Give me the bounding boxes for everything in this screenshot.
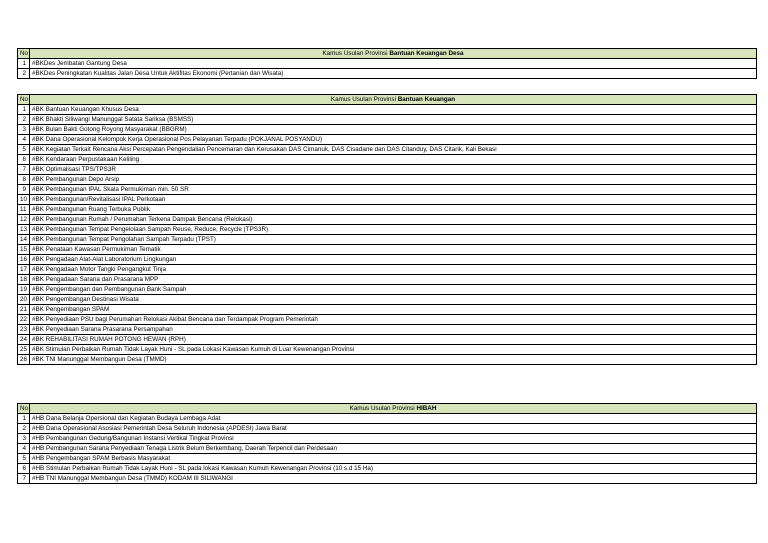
row-item-text: #BK Bhakti Siliwangi Manunggal Satata Sariksa (BSMSS) <box>30 115 757 125</box>
table-row <box>18 255 757 265</box>
row-item-text: #BKDes Peningkatan Kualitas Jalan Desa Untuk Aktifitas Ekonomi (Pertanian dan Wisata) <box>30 69 757 79</box>
table-row <box>18 215 757 225</box>
table-row <box>18 175 757 185</box>
table-hibah <box>17 403 757 484</box>
row-item-text: #HB Pembangunan Gedung/Bangunan Instansi Vertikal Tingkat Provinsi <box>30 434 757 444</box>
table-row <box>18 115 757 125</box>
row-item-text: #BK Penyediaan Sarana Prasarana Persampahan <box>30 325 757 335</box>
table-row <box>18 335 757 345</box>
table-row <box>18 444 757 454</box>
table-row <box>18 59 757 69</box>
no-column-header: No <box>18 95 30 105</box>
table-title-bold: HIBAH <box>416 405 437 412</box>
no-column-header: No <box>18 49 30 59</box>
row-item-text: #BK Pembangunan Tempat Pengelolaan Sampah Reuse, Reduce, Recycle (TPS3R) <box>30 225 757 235</box>
table-title <box>30 404 757 414</box>
row-number: 17 <box>18 265 30 275</box>
row-number: 25 <box>18 345 30 355</box>
row-number: 7 <box>18 474 30 484</box>
table-row <box>18 69 757 79</box>
row-item-text: #BK Optimalisasi TPS/TPS3R <box>30 165 757 175</box>
table-row <box>18 325 757 335</box>
row-item-text: #HB Dana Operasional Asosiasi Pemerintah Desa Seluruh Indonesia (APDESI) Jawa Barat <box>30 424 757 434</box>
table-row <box>18 285 757 295</box>
row-number: 5 <box>18 454 30 464</box>
table-row <box>18 295 757 305</box>
table-row <box>18 315 757 325</box>
row-number: 24 <box>18 335 30 345</box>
row-number: 1 <box>18 414 30 424</box>
row-number: 19 <box>18 285 30 295</box>
table-row <box>18 414 757 424</box>
table-row <box>18 474 757 484</box>
row-number: 3 <box>18 434 30 444</box>
row-item-text: #BK Kegiatan Terkait Rencana Aksi Percepatan Pengendalian Pencemaran dan Kerusakan DAS Cimanuk, DAS Cisadane dan DAS Citanduy, DAS Citarik, Kali Bekasi <box>30 145 757 155</box>
row-item-text: #BK Pembangunan Depo Arsip <box>30 175 757 185</box>
row-item-text: #BK Stimulan Perbaikan Rumah Tidak Layak Huni - SL pada Lokasi Kawasan Kumuh di Luar Kewenangan Provinsi <box>30 345 757 355</box>
row-item-text: #HB TNI Manunggal Membangun Desa (TMMD) KODAM III SILIWANGI <box>30 474 757 484</box>
row-number: 7 <box>18 165 30 175</box>
table-row <box>18 275 757 285</box>
row-number: 8 <box>18 175 30 185</box>
row-number: 1 <box>18 59 30 69</box>
row-number: 11 <box>18 205 30 215</box>
table-title-bold: Bantuan Keuangan <box>397 96 456 103</box>
row-number: 6 <box>18 464 30 474</box>
table-row <box>18 245 757 255</box>
row-number: 4 <box>18 444 30 454</box>
row-item-text: #HB Pembangunan Sarana Penyediaan Tenaga Listrik Belum Berkembang, Daerah Terpencil dan Perdesaan <box>30 444 757 454</box>
row-number: 12 <box>18 215 30 225</box>
table-row <box>18 265 757 275</box>
row-item-text: #BK Pengadaan Alat-Alat Laboratorium Lingkungan <box>30 255 757 265</box>
row-item-text: #BK Pembangunan Tempat Pengolahan Sampah Terpadu (TPST) <box>30 235 757 245</box>
row-item-text: #BK Pembangunan Rumah / Perumahan Terkena Dampak Bencana (Relokasi) <box>30 215 757 225</box>
table-row <box>18 305 757 315</box>
table-title <box>30 95 757 105</box>
table-row <box>18 464 757 474</box>
row-number: 2 <box>18 115 30 125</box>
row-item-text: #BK Dana Operasional Kelompok Kerja Operasional Pos Pelayanan Terpadu (POKJANAL POSYANDU) <box>30 135 757 145</box>
row-number: 22 <box>18 315 30 325</box>
table-row <box>18 125 757 135</box>
table-row <box>18 434 757 444</box>
row-number: 5 <box>18 145 30 155</box>
row-number: 2 <box>18 69 30 79</box>
row-item-text: #BK Pengembangan SPAM <box>30 305 757 315</box>
row-item-text: #BK REHABILITASI RUMAH POTONG HEWAN (RPH) <box>30 335 757 345</box>
row-number: 10 <box>18 195 30 205</box>
table-row <box>18 345 757 355</box>
row-number: 9 <box>18 185 30 195</box>
row-number: 18 <box>18 275 30 285</box>
row-number: 6 <box>18 155 30 165</box>
table-title-prefix: Kamus Usulan Provinsi <box>322 50 388 57</box>
row-number: 26 <box>18 355 30 365</box>
table-row <box>18 235 757 245</box>
row-item-text: #BK Pembangunan Ruang Terbuka Publik <box>30 205 757 215</box>
table-row <box>18 205 757 215</box>
table-row <box>18 155 757 165</box>
table-row <box>18 165 757 175</box>
row-item-text: #BK Pengadaan Motor Tangki Pengangkut Tinja <box>30 265 757 275</box>
table-row <box>18 145 757 155</box>
table-row <box>18 424 757 434</box>
row-number: 21 <box>18 305 30 315</box>
table-header-row <box>18 404 757 414</box>
no-column-header: No <box>18 404 30 414</box>
row-item-text: #BK Pembangunan IPAL Skala Permukiman min. 50 SR <box>30 185 757 195</box>
row-number: 3 <box>18 125 30 135</box>
row-number: 13 <box>18 225 30 235</box>
row-number: 14 <box>18 235 30 245</box>
table-title-prefix: Kamus Usulan Provinsi <box>349 405 415 412</box>
table-bantuan-keuangan-desa <box>17 48 757 79</box>
row-number: 20 <box>18 295 30 305</box>
row-item-text: #BK Bantuan Keuangan Khusus Desa <box>30 105 757 115</box>
table-header-row <box>18 95 757 105</box>
table-row <box>18 185 757 195</box>
row-item-text: #BK Kendaraan Perpustakaan Keliling <box>30 155 757 165</box>
table-title-prefix: Kamus Usulan Provinsi <box>330 96 396 103</box>
row-item-text: #BK Pengembangan Destinasi Wisata <box>30 295 757 305</box>
table-row <box>18 225 757 235</box>
row-number: 23 <box>18 325 30 335</box>
row-item-text: #BK Penataan Kawasan Permukiman Tematik <box>30 245 757 255</box>
table-header-row <box>18 49 757 59</box>
table-bantuan-keuangan <box>17 94 757 365</box>
row-item-text: #BK TNI Manunggal Membangun Desa (TMMD) <box>30 355 757 365</box>
row-item-text: #HB Pengembangan SPAM Berbasis Masyarakat <box>30 454 757 464</box>
table-title-bold: Bantuan Keuangan Desa <box>389 50 464 57</box>
row-item-text: #BK Penyediaan PSU bagi Perumahan Relokasi Akibat Bencana dan Terdampak Program Pemerintah <box>30 315 757 325</box>
table-row <box>18 105 757 115</box>
table-row <box>18 195 757 205</box>
row-number: 16 <box>18 255 30 265</box>
row-number: 2 <box>18 424 30 434</box>
row-item-text: #BKDes Jembatan Gantung Desa <box>30 59 757 69</box>
table-row <box>18 355 757 365</box>
row-item-text: #BK Pengadaan Sarana dan Prasarana MPP <box>30 275 757 285</box>
row-item-text: #BK Pengembangan dan Pembangunan Bank Sampah <box>30 285 757 295</box>
table-row <box>18 454 757 464</box>
table-row <box>18 135 757 145</box>
row-number: 4 <box>18 135 30 145</box>
row-number: 15 <box>18 245 30 255</box>
row-number: 1 <box>18 105 30 115</box>
table-title <box>30 49 757 59</box>
row-item-text: #BK Bulan Bakti Gotong Royong Masyarakat (BBGRM) <box>30 125 757 135</box>
row-item-text: #BK Pembangunan/Revitalisasi IPAL Perkotaan <box>30 195 757 205</box>
row-item-text: #HB Dana Belanja Opersional dan Kegiatan Budaya Lembaga Adat <box>30 414 757 424</box>
row-item-text: #HB Stimulan Perbaikan Rumah Tidak Layak Huni - SL pada lokasi Kawasan Kumuh Kewenangan Provinsi (10 s.d 15 Ha) <box>30 464 757 474</box>
